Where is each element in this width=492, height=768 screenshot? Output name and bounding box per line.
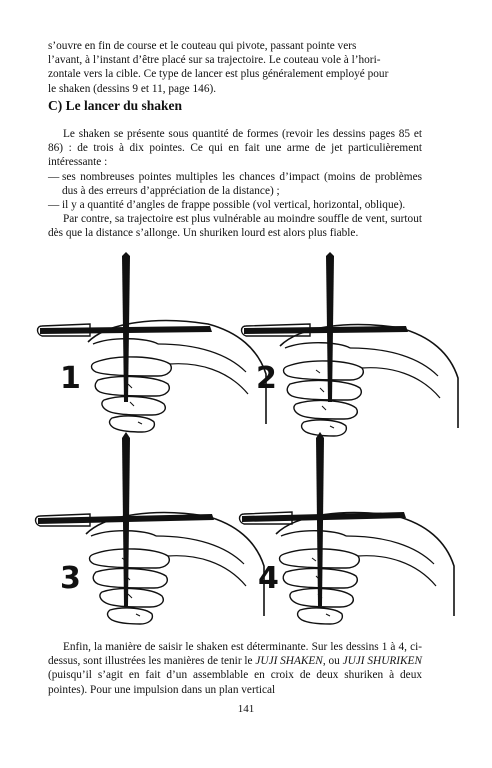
- list-item-text: il y a quantité d’angles de frappe possible (vol vertical, horizontal, oblique).: [62, 199, 406, 212]
- drawing-1: [38, 252, 267, 432]
- list-dash: —: [48, 170, 60, 183]
- closing-text: Enfin, la manière de saisir le shaken est déterminante. Sur les dessins 1 à 4, ci-dessus, sont illustrées les manières de tenir le: [48, 641, 422, 668]
- shaken-grip-illustration: [30, 252, 460, 632]
- list-dash: —: [48, 199, 60, 212]
- list-item-text: ses nombreuses pointes multiples les chances d’impact (moins de problèmes dus à des erreurs d’appréciation de la distance) ;: [62, 170, 422, 197]
- intro-line: le shaken (dessins 9 et 11, page 146).: [48, 82, 217, 95]
- closing-text: (puisqu’il s’agit en fait d’un assemblable en croix de deux shuriken à deux pointes). Pour une impulsion dans un plan vertical: [48, 669, 422, 696]
- intro-line: s’ouvre en fin de course et le couteau qui pivote, passant pointe vers: [48, 40, 357, 52]
- page-number: 141: [237, 703, 255, 715]
- drawing-label: 4: [258, 561, 279, 596]
- section-heading: C) Le lancer du shaken: [48, 98, 183, 113]
- closing-paragraph: [48, 640, 422, 697]
- drawing-label: 1: [60, 361, 81, 396]
- drawing-label: 2: [256, 361, 277, 396]
- list-item: [48, 170, 422, 198]
- section-paragraph-2: Par contre, sa trajectoire est plus vulnérable au moindre souffle de vent, surtout dès que la distance s’allonge. Un shuriken lourd est alors plus fiable.: [48, 213, 422, 240]
- closing-text: , ou: [322, 655, 343, 668]
- drawing-label: 3: [60, 561, 81, 596]
- intro-paragraph: [48, 39, 422, 96]
- term-juji-shuriken: JUJI SHURIKEN: [342, 655, 422, 668]
- list-item: [48, 198, 422, 212]
- section-body: [48, 127, 422, 241]
- intro-line: l’avant, à l’instant d’être placé sur sa trajectoire. Le couteau vole à l’hori-: [48, 54, 381, 67]
- term-juji-shaken: JUJI SHAKEN: [255, 655, 323, 668]
- intro-line: zontale vers la cible. Ce type de lancer est plus généralement employé pour: [48, 68, 389, 81]
- section-paragraph-1: Le shaken se présente sous quantité de formes (revoir les dessins pages 85 et 86) : de trois à dix pointes. Ce qui en fait une arme de jet particulièrement intéressante :: [48, 128, 422, 169]
- drawing-2: [242, 252, 459, 436]
